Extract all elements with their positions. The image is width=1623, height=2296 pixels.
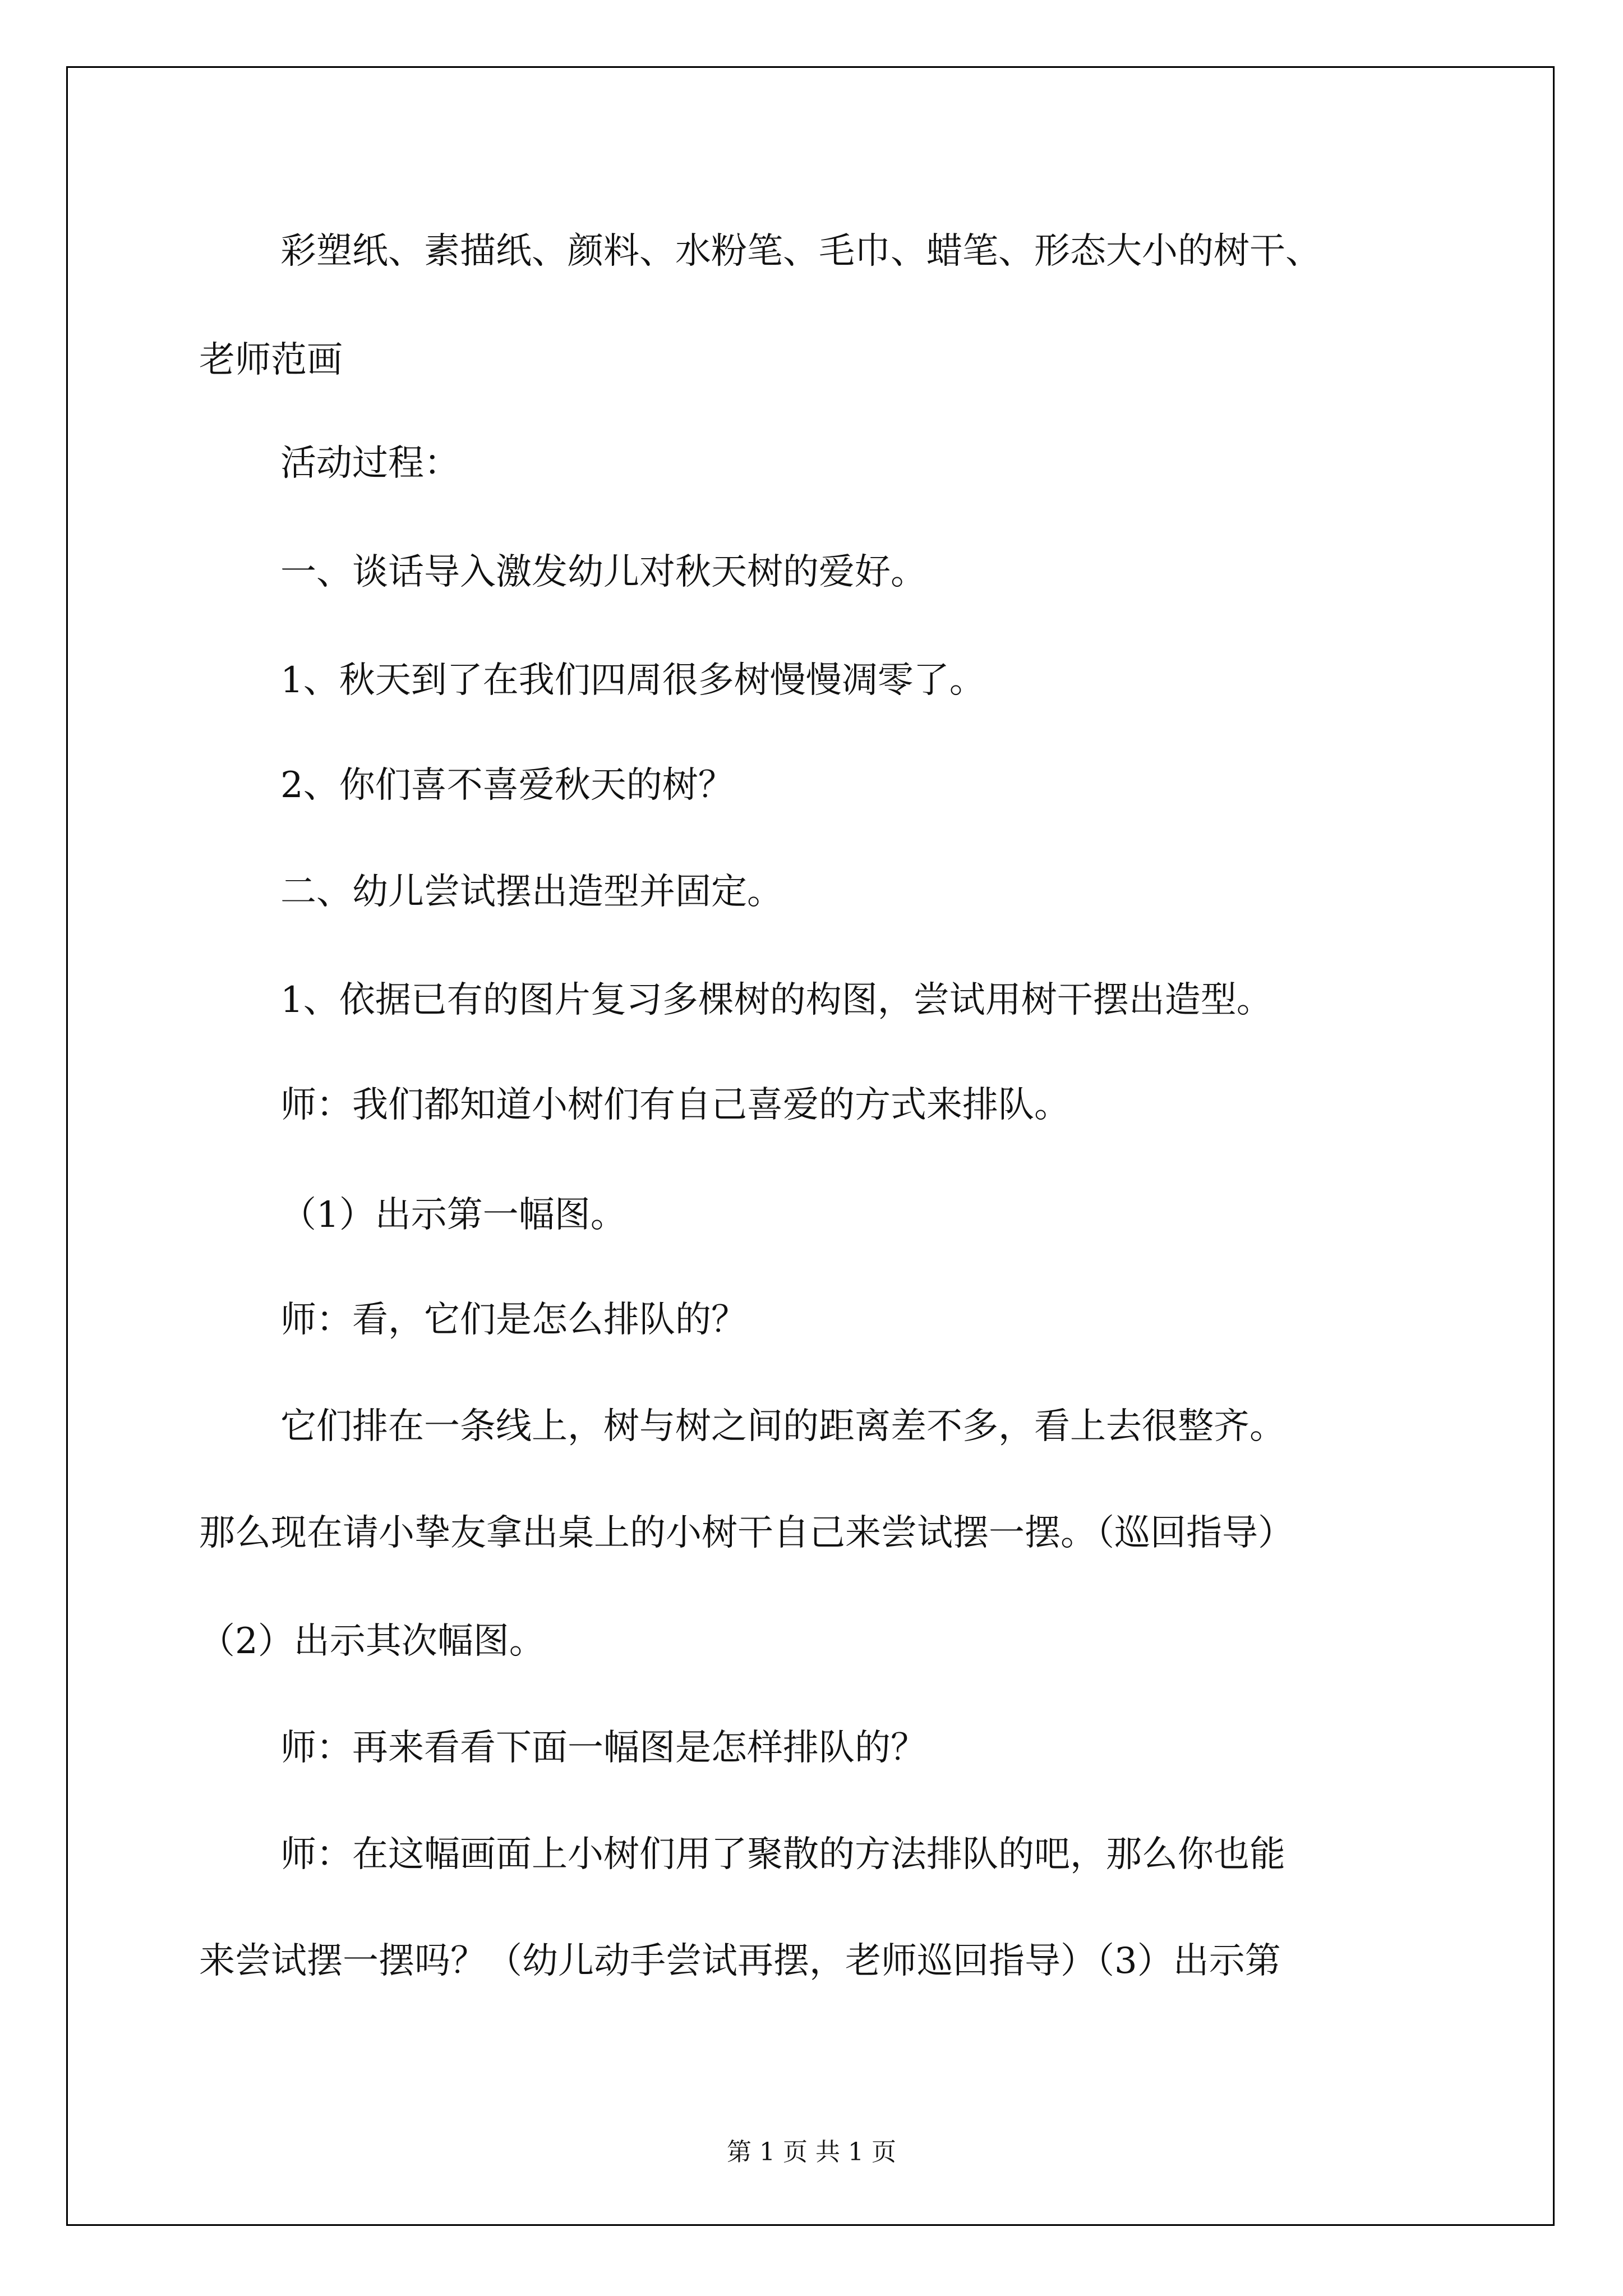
paragraph-line: （1）出示第一幅图。	[280, 1194, 626, 1236]
paragraph-line: 它们排在一条线上，树与树之间的距离差不多，看上去很整齐。	[280, 1406, 1285, 1447]
paragraph-line: 一、谈话导入激发幼儿对秋天树的爱好。	[280, 551, 926, 593]
paragraph-line: 活动过程：	[280, 443, 460, 484]
paragraph-line: 二、幼儿尝试摆出造型并固定。	[280, 871, 783, 913]
page-footer: 第 1 页 共 1 页	[727, 2138, 896, 2166]
paragraph-line: 师：在这幅画面上小树们用了聚散的方法排队的吧，那么你也能	[280, 1834, 1285, 1875]
paragraph-line: 来尝试摆一摆吗？（幼儿动手尝试再摆，老师巡回指导）（3）出示第	[199, 1940, 1281, 1982]
paragraph-line: 老师范画	[199, 339, 343, 381]
paragraph-line: 2、你们喜不喜爱秋天的树？	[280, 765, 734, 806]
paragraph-line: 师：我们都知道小树们有自己喜爱的方式来排队。	[280, 1084, 1070, 1126]
paragraph-line: 那么现在请小挚友拿出桌上的小树干自己来尝试摆一摆。（巡回指导）	[199, 1512, 1294, 1554]
paragraph-line: 1、依据已有的图片复习多棵树的构图，尝试用树干摆出造型。	[280, 979, 1272, 1021]
paragraph-line: 师：看，它们是怎么排队的？	[280, 1299, 747, 1341]
page-border	[66, 66, 1555, 2226]
paragraph-line: （2）出示其次幅图。	[199, 1621, 545, 1662]
paragraph-line: 1、秋天到了在我们四周很多树慢慢凋零了。	[280, 660, 985, 701]
paragraph-line: 彩塑纸、素描纸、颜料、水粉笔、毛巾、蜡笔、形态大小的树干、	[280, 231, 1321, 272]
paragraph-line: 师：再来看看下面一幅图是怎样排队的？	[280, 1727, 926, 1769]
